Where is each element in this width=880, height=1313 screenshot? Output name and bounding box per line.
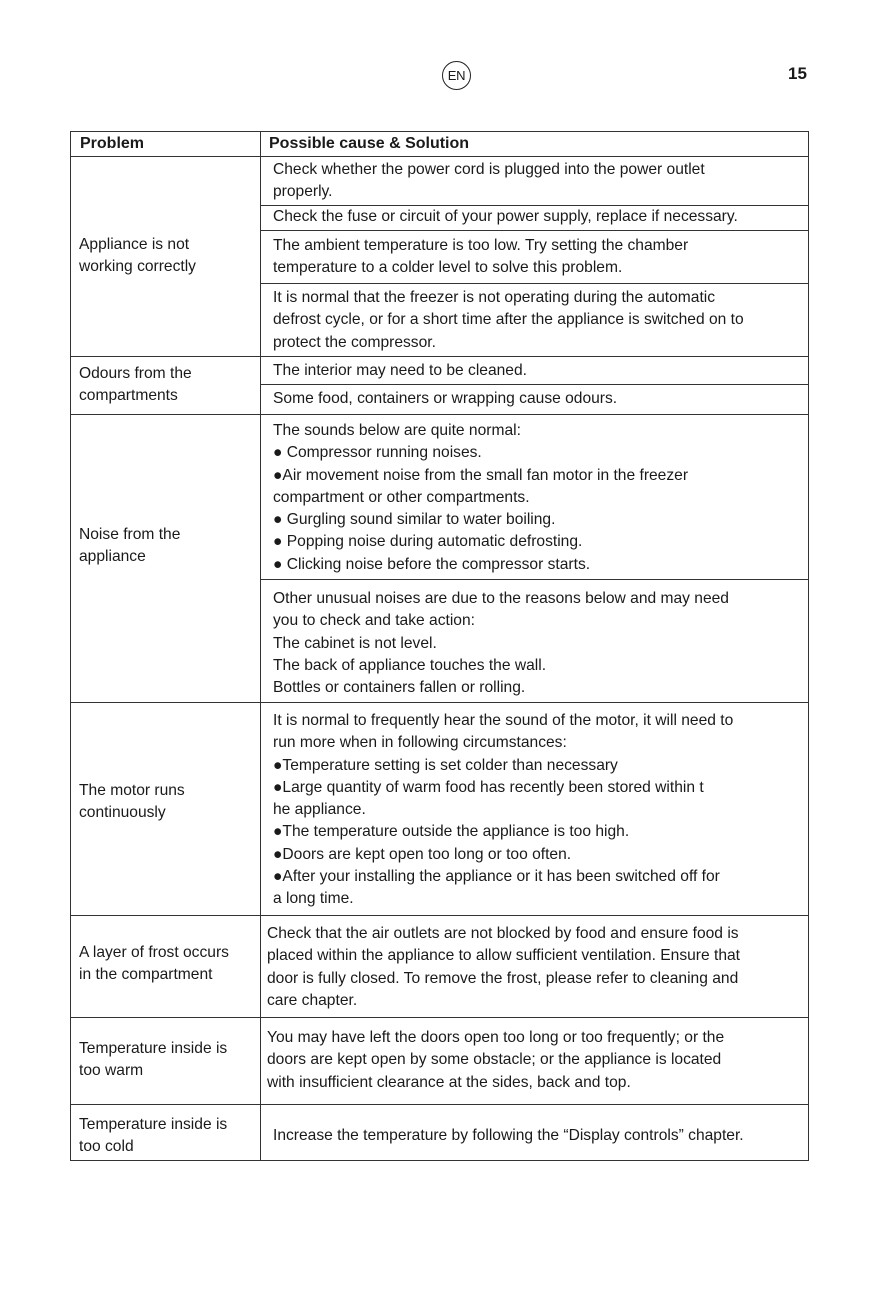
solution-power-cord: Check whether the power cord is plugged into the power outlet properly. [273, 161, 705, 201]
problem-too-warm: Temperature inside is too warm [79, 1040, 228, 1080]
row-divider [260, 283, 808, 284]
row-divider [71, 915, 808, 916]
language-label: EN [447, 68, 466, 83]
row-divider [71, 156, 808, 157]
row-divider [71, 1017, 808, 1018]
row-divider [71, 1104, 808, 1105]
problem-frost: A layer of frost occurs in the compartment [79, 944, 229, 984]
row-divider [260, 384, 808, 385]
solution-clean-interior: The interior may need to be cleaned. [273, 362, 527, 379]
row-divider [71, 702, 808, 703]
column-divider [260, 132, 261, 1160]
problem-motor-runs: The motor runs continuously [79, 782, 185, 822]
row-divider [260, 579, 808, 580]
column-header-solution: Possible cause & Solution [269, 135, 470, 152]
row-divider [260, 230, 808, 231]
problem-odours: Odours from the compartments [79, 365, 192, 405]
solution-unusual-noises: Other unusual noises are due to the reasons below and may need you to check and take action: The cabinet is not level. The back of appliance touches the wall. Bottles or containers fallen or rolling. [273, 590, 729, 697]
solution-motor-normal: It is normal to frequently hear the sound of the motor, it will need to run more when in following circumstances: ●Temperature setting is set colder than necessary ●Large quantity of warm food has recently been stored within t he appliance. ●The temperature outside the appliance is too high. ●Doors are kept open too long or too often. ●After your installing the appliance or it has been switched off for a long time. [273, 712, 734, 908]
problem-appliance-not-working: Appliance is not working correctly [79, 236, 196, 276]
solution-air-outlets: Check that the air outlets are not blocked by food and ensure food is placed within the appliance to allow sufficient ventilation. Ensure that door is fully closed. To remove the frost, please refer to cleaning and care chapter. [267, 925, 741, 1009]
solution-doors-open: You may have left the doors open too long or too frequently; or the doors are kept open by some obstacle; or the appliance is located with insufficient clearance at the sides, back and top. [267, 1029, 725, 1091]
solution-normal-sounds: The sounds below are quite normal: ● Compressor running noises. ●Air movement noise from the small fan motor in the freezer compartment or other compartments. ● Gurgling sound similar to water boiling. ● Popping noise during automatic defrosting. ● Clicking noise before the compressor starts. [273, 422, 689, 573]
problem-too-cold: Temperature inside is too cold [79, 1116, 228, 1156]
solution-increase-temperature: Increase the temperature by following the “Display controls” chapter. [273, 1127, 744, 1144]
row-divider [71, 414, 808, 415]
troubleshooting-table [70, 131, 809, 1161]
column-header-problem: Problem [80, 135, 145, 152]
row-divider [71, 356, 808, 357]
solution-defrost-cycle: It is normal that the freezer is not operating during the automatic defrost cycle, or for a short time after the appliance is switched on to protect the compressor. [273, 289, 744, 351]
solution-fuse: Check the fuse or circuit of your power supply, replace if necessary. [273, 208, 738, 225]
problem-noise: Noise from the appliance [79, 526, 181, 566]
solution-ambient-temperature: The ambient temperature is too low. Try setting the chamber temperature to a colder level to solve this problem. [273, 237, 689, 277]
page-number: 15 [788, 64, 807, 83]
language-badge [442, 61, 471, 90]
solution-food-odours: Some food, containers or wrapping cause odours. [273, 390, 618, 407]
